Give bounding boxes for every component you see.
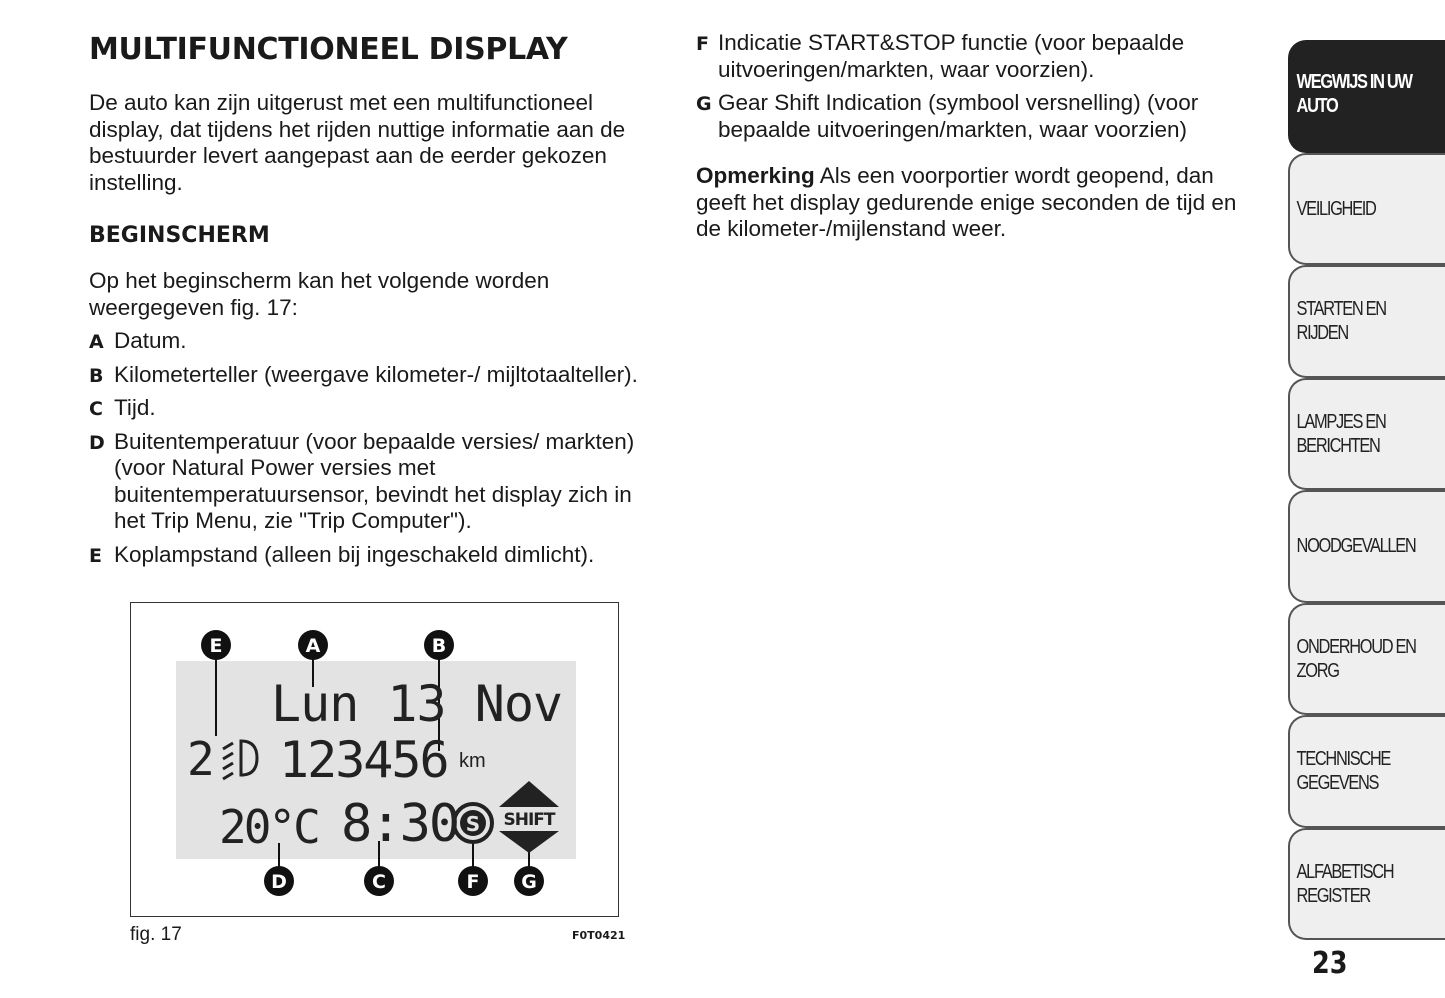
callout-d xyxy=(264,866,294,896)
tab-label: NOODGEVALLEN xyxy=(1296,535,1416,558)
item-text: Indicatie START&STOP functie (voor bepaalde uitvoeringen/markten, waar voorzien). xyxy=(718,30,1185,82)
display-unit: km xyxy=(459,750,486,772)
svg-text:A: A xyxy=(305,635,321,657)
page-number: 23 xyxy=(1312,946,1348,981)
item-letter: D xyxy=(89,431,105,454)
svg-text:C: C xyxy=(372,871,386,893)
callout-g xyxy=(514,866,544,896)
callout-e xyxy=(201,630,231,660)
item-letter: G xyxy=(696,93,712,115)
tab-technische-gegevens[interactable] xyxy=(1288,715,1445,828)
figure-code: F0T0421 xyxy=(572,929,626,942)
item-text: Datum. xyxy=(114,328,187,353)
chapter-tabs xyxy=(1288,40,1445,940)
note-label: Opmerking xyxy=(696,163,815,188)
tab-label: LAMPJES EN BERICHTEN xyxy=(1296,410,1386,457)
item-letter: B xyxy=(89,364,104,387)
tab-onderhoud-en-zorg[interactable] xyxy=(1288,603,1445,716)
callout-f xyxy=(458,866,488,896)
tab-starten-en-rijden[interactable] xyxy=(1288,265,1445,378)
item-text: Kilometerteller (weergave kilometer-/ mijltotaalteller). xyxy=(114,361,638,387)
callout-b xyxy=(424,630,454,660)
tab-label: WEGWIJS IN UW AUTO xyxy=(1296,71,1412,117)
item-letter: F xyxy=(696,33,709,55)
svg-text:B: B xyxy=(431,635,447,657)
tab-noodgevallen[interactable] xyxy=(1288,490,1445,603)
tab-wegwijs[interactable] xyxy=(1288,40,1445,153)
list-item-e xyxy=(89,542,659,569)
display-date: Lun 13 Nov xyxy=(271,675,563,733)
right-column xyxy=(696,30,1256,243)
list-item-f xyxy=(696,30,1256,83)
svg-text:E: E xyxy=(209,635,223,657)
note-paragraph xyxy=(696,163,1256,243)
display-illustration xyxy=(131,603,620,918)
list-item-b xyxy=(89,362,659,389)
tab-alfabetisch-register[interactable] xyxy=(1288,828,1445,941)
figure-17 xyxy=(130,602,619,917)
list-item-g xyxy=(696,90,1256,143)
display-time: 8:30 xyxy=(341,794,459,854)
tab-veiligheid[interactable] xyxy=(1288,153,1445,266)
list-item-a xyxy=(89,328,659,355)
note-text: Als een voorportier wordt geopend, dan geeft het display gedurende enige seconden de tijd en de kilometer-/mijlenstand weer. xyxy=(696,163,1237,241)
item-letter: C xyxy=(89,398,103,420)
page-title: MULTIFUNCTIONEEL DISPLAY xyxy=(89,31,568,68)
item-text: Buitentemperatuur (voor bepaalde versies/ markten) (voor Natural Power versies met buitentemperatuursensor, bevindt het display zich in het Trip Menu, zie "Trip Computer"). xyxy=(114,428,635,533)
intro-paragraph: De auto kan zijn uitgerust met een multifunctioneel display, dat tijdens het rijden nuttige informatie aan de bestuurder levert aangepast aan de eerder gekozen instelling. xyxy=(89,90,626,195)
tab-label: ALFABETISCH REGISTER xyxy=(1296,860,1394,907)
start-stop-letter: S xyxy=(465,812,481,836)
display-odometer: 123456 xyxy=(279,731,448,789)
figure-caption: fig. 17 xyxy=(130,924,182,945)
svg-text:F: F xyxy=(466,871,480,893)
tab-label: TECHNISCHE GEGEVENS xyxy=(1296,748,1391,795)
item-letter: E xyxy=(89,544,102,567)
callout-a xyxy=(298,630,328,660)
list-item-c xyxy=(89,395,659,422)
display-temperature: 20°C xyxy=(219,800,318,854)
svg-text:D: D xyxy=(271,871,287,893)
tab-lampjes-en-berichten[interactable] xyxy=(1288,378,1445,491)
svg-text:G: G xyxy=(521,871,537,893)
tab-label: STARTEN EN RIJDEN xyxy=(1296,298,1386,345)
section-heading: BEGINSCHERM xyxy=(89,223,270,248)
item-text: Gear Shift Indication (symbool versnelling) (voor bepaalde uitvoeringen/markten, waar voorzien) xyxy=(718,90,1199,142)
left-column xyxy=(89,28,659,568)
section-intro: Op het beginscherm kan het volgende worden weergegeven fig. 17: xyxy=(89,268,550,320)
display-headlamp-level: 2 xyxy=(187,732,215,786)
shift-label: SHIFT xyxy=(503,810,555,830)
tab-label: ONDERHOUD EN ZORG xyxy=(1296,635,1416,682)
item-text: Tijd. xyxy=(114,395,156,420)
item-text: Koplampstand (alleen bij ingeschakeld dimlicht). xyxy=(114,541,595,567)
list-item-d xyxy=(89,429,659,535)
item-letter: A xyxy=(89,331,104,353)
callout-c xyxy=(364,866,394,896)
tab-label: VEILIGHEID xyxy=(1296,197,1376,220)
